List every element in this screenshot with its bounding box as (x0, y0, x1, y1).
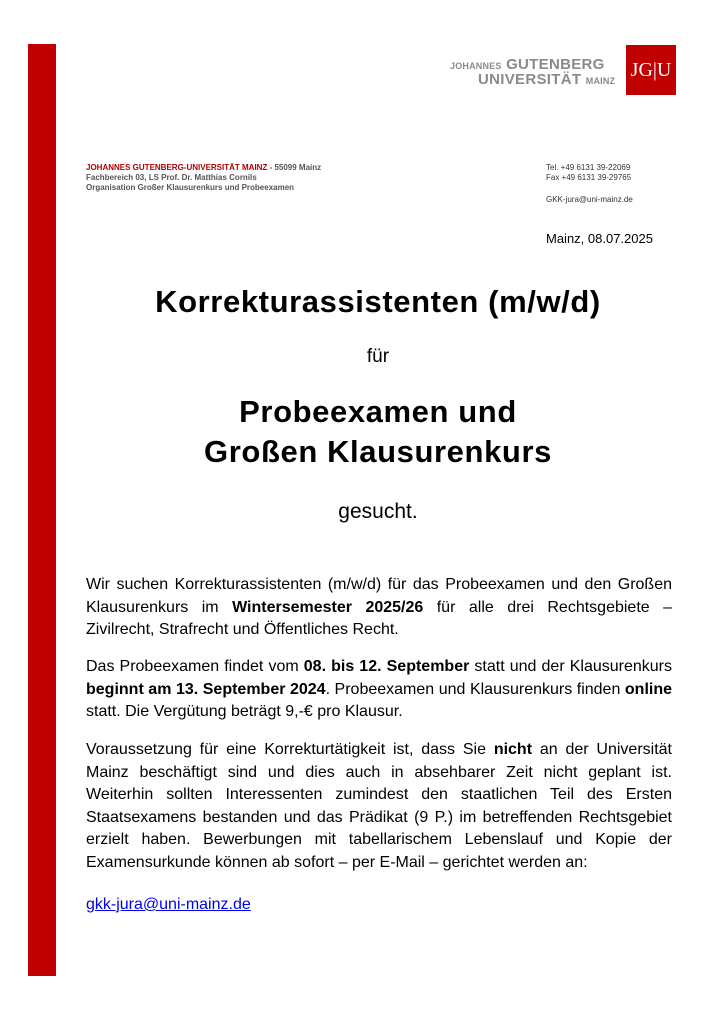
p2-text-1: Das Probeexamen findet vom (86, 658, 304, 675)
sender-address (86, 163, 321, 193)
jgu-logo-mark: JG|U (626, 45, 676, 95)
logo-word-mainz: MAINZ (585, 76, 616, 86)
subtitle-line-2: Großen Klausurenkurs (204, 434, 552, 469)
p2-bold-online: online (624, 680, 672, 698)
logo-word-gutenberg: GUTENBERG (506, 56, 605, 73)
subtitle-line-1: Probeexamen und (239, 394, 517, 429)
p2-text-2: statt und der Klausurenkurs (469, 658, 673, 675)
p3-text-1: Voraussetzung für eine Korrekturtätigkeit ist, dass Sie (86, 741, 494, 758)
email-link[interactable]: gkk-jura@uni-mainz.de (86, 896, 251, 913)
page-title: Korrekturassistenten (m/w/d) (155, 284, 601, 319)
p2-text-4: statt. Die Vergütung beträgt 9,-€ pro Klausur. (86, 703, 403, 720)
contact-fax: Fax +49 6131 39-29765 (546, 173, 632, 182)
heading-subtitle (86, 392, 670, 472)
paragraph-dates (86, 656, 672, 724)
sender-postcode: - 55099 Mainz (267, 163, 322, 172)
university-logo-wordmark (450, 56, 620, 90)
p2-bold-dates: 08. bis 12. September (303, 658, 470, 675)
p2-bold-start: beginnt am 13. September 2024 (86, 680, 326, 698)
contact-block (546, 163, 633, 205)
sender-organisation: Organisation Großer Klausurenkurs und Probeexamen (86, 183, 295, 192)
paragraph-requirements (86, 739, 672, 874)
contact-tel: Tel. +49 6131 39-22069 (546, 163, 631, 172)
heading-fuer: für (366, 346, 390, 367)
contact-email: GKK-jura@uni-mainz.de (546, 195, 633, 204)
p3-text-2: an der Universität Mainz beschäftigt sind und dies auch in absehbarer Zeit nicht geplant ist. Weiterhin sollten Interessenten zumindest den staatlichen Teil des Ersten Staatsexamens bestanden und das Prädikat (9 P.) im betreffenden Rechtsgebiet erzielt haben. Bewerbungen mit tabellarischem Lebenslauf und Kopie der Examensurkunde können ab sofort – per E-Mail – gerichtet werden an: (86, 741, 672, 871)
logo-word-universitaet: UNIVERSITÄT (478, 71, 582, 88)
p3-bold-nicht: nicht (493, 741, 533, 758)
p1-bold-semester: Wintersemester 2025/26 (232, 598, 424, 616)
sender-department: Fachbereich 03, LS Prof. Dr. Matthias Cornils (86, 173, 257, 182)
p2-text-3: . Probeexamen und Klausurenkurs finden (325, 680, 625, 698)
red-margin-bar (28, 44, 56, 976)
p1-text-2: für alle drei Rechtsgebiete – Zivilrecht, Strafrecht und Öffentliches Recht. (86, 598, 673, 638)
paragraph-email (86, 894, 672, 917)
sender-university: JOHANNES GUTENBERG-UNIVERSITÄT MAINZ (86, 163, 268, 172)
letter-date: Mainz, 08.07.2025 (546, 231, 653, 246)
p1-text-1: Wir suchen Korrekturassistenten (m/w/d) für das Probeexamen und den Großen Klausurenkurs im (86, 576, 672, 616)
heading-gesucht: gesucht. (338, 500, 418, 523)
logo-word-johannes: JOHANNES (450, 61, 502, 71)
paragraph-intro (86, 574, 672, 642)
